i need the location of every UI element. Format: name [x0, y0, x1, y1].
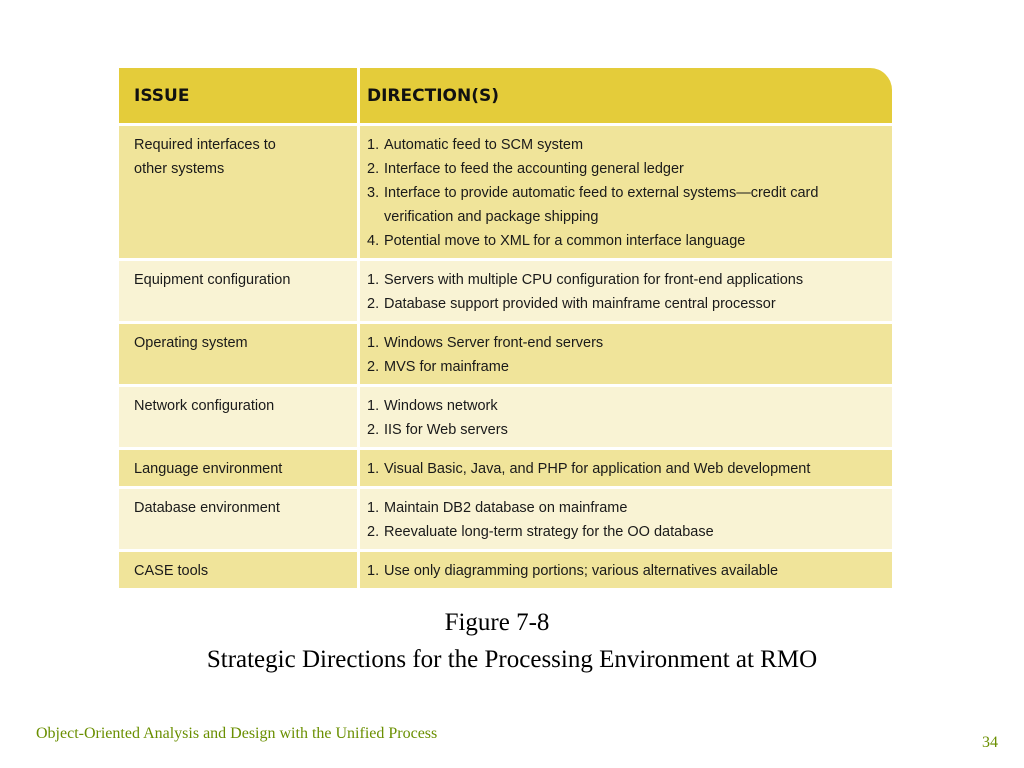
direction-text: IIS for Web servers [384, 422, 508, 438]
directions-cell [360, 450, 892, 486]
table-row [119, 489, 892, 549]
direction-text: Windows Server front-end servers [384, 335, 604, 351]
page-number: 34 [982, 734, 998, 751]
direction-item [367, 229, 886, 253]
table-row [119, 261, 892, 321]
direction-number: 4. [367, 233, 380, 249]
directions-cell [360, 261, 892, 321]
directions-list [367, 559, 886, 583]
direction-text: MVS for mainframe [384, 359, 509, 375]
direction-number: 3. [367, 185, 380, 201]
direction-number: 1. [367, 137, 380, 153]
direction-number: 1. [367, 335, 380, 351]
direction-item [367, 394, 886, 418]
issue-cell: Operating system [134, 335, 248, 351]
direction-text: Database support provided with mainframe central processor [384, 296, 776, 312]
directions-list [367, 268, 886, 316]
issue-cell: Database environment [134, 500, 280, 516]
direction-text: Use only diagramming portions; various alternatives available [384, 563, 779, 579]
direction-item [367, 457, 886, 481]
direction-text: Interface to feed the accounting general ledger [384, 161, 684, 177]
direction-item [367, 157, 886, 181]
table-row [119, 387, 892, 447]
direction-item [367, 520, 886, 544]
directions-cell [360, 126, 892, 258]
direction-item [367, 418, 886, 442]
table-header [119, 68, 892, 123]
issue-cell: Network configuration [134, 398, 275, 414]
table-row [119, 552, 892, 588]
direction-text: Servers with multiple CPU configuration for front-end applications [384, 272, 804, 288]
figure-number: Figure 7-8 [444, 609, 550, 636]
direction-number: 1. [367, 272, 380, 288]
direction-item [367, 292, 886, 316]
direction-number: 1. [367, 500, 380, 516]
direction-text: Maintain DB2 database on mainframe [384, 500, 628, 516]
direction-text: Reevaluate long-term strategy for the OO database [384, 524, 714, 540]
direction-item [367, 133, 886, 157]
header-directions: DIRECTION(S) [367, 85, 499, 106]
table-row [119, 126, 892, 258]
direction-text: Windows network [384, 398, 498, 414]
direction-item [367, 355, 886, 379]
direction-number: 1. [367, 398, 380, 414]
strategic-directions-table [119, 68, 892, 588]
issue-cell: Language environment [134, 461, 283, 477]
directions-cell [360, 489, 892, 549]
direction-number: 1. [367, 461, 380, 477]
direction-number: 2. [367, 422, 380, 438]
direction-item [367, 331, 886, 355]
table-row [119, 450, 892, 486]
directions-list [367, 496, 886, 544]
direction-item [367, 496, 886, 520]
directions-list [367, 133, 886, 253]
direction-item [367, 268, 886, 292]
directions-list [367, 457, 886, 481]
issue-cell: CASE tools [134, 563, 209, 579]
header-issue: ISSUE [134, 85, 190, 106]
direction-number: 1. [367, 563, 380, 579]
direction-text: Potential move to XML for a common interface language [384, 233, 746, 249]
directions-cell [360, 324, 892, 384]
issue-cell: Required interfaces to other systems [134, 137, 276, 177]
issue-cell: Equipment configuration [134, 272, 291, 288]
direction-number: 2. [367, 296, 380, 312]
direction-text: Visual Basic, Java, and PHP for application and Web development [384, 461, 811, 477]
direction-number: 2. [367, 359, 380, 375]
direction-text: Automatic feed to SCM system [384, 137, 584, 153]
direction-number: 2. [367, 161, 380, 177]
direction-number: 2. [367, 524, 380, 540]
direction-text: Interface to provide automatic feed to external systems—credit card verification and package shipping [384, 185, 819, 225]
table-body [119, 126, 892, 588]
direction-item [367, 181, 886, 229]
directions-list [367, 394, 886, 442]
directions-cell [360, 387, 892, 447]
footer-course-title: Object-Oriented Analysis and Design with the Unified Process [36, 725, 438, 742]
directions-cell [360, 552, 892, 588]
figure-title: Strategic Directions for the Processing Environment at RMO [206, 646, 818, 673]
direction-item [367, 559, 886, 583]
table-row [119, 324, 892, 384]
directions-list [367, 331, 886, 379]
